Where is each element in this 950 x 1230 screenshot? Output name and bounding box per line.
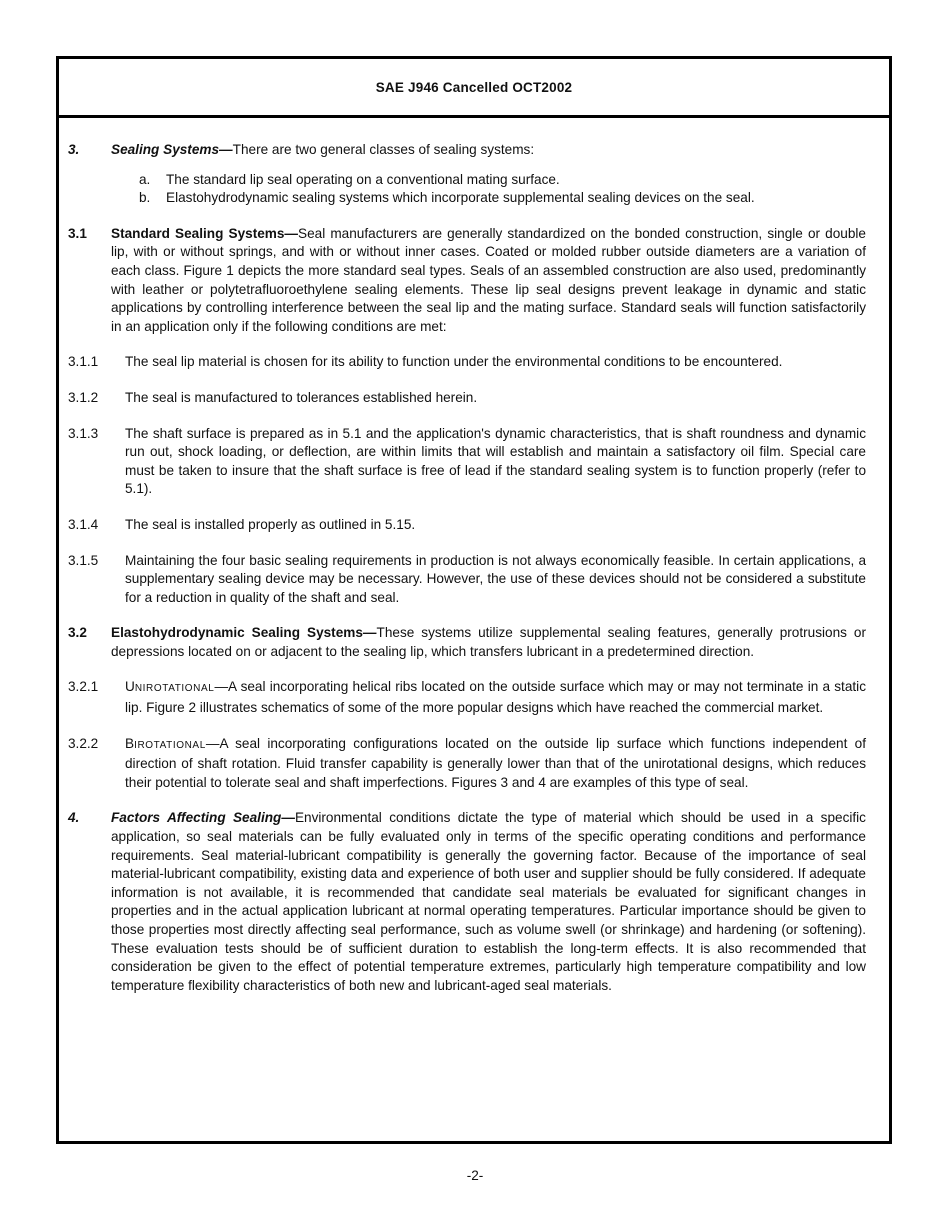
- section-number: 3.1: [68, 225, 87, 241]
- section-3-2-2: [68, 735, 866, 793]
- list-item: b. Elastohydrodynamic sealing systems which incorporate supplemental sealing devices on the seal.: [139, 190, 755, 206]
- section-number: 3.1.4: [68, 516, 99, 532]
- section-title: Sealing Systems—: [111, 142, 233, 157]
- title-dash: —: [214, 679, 229, 695]
- section-3-1-1: [68, 353, 866, 372]
- section-text: Environmental conditions dictate the type of material which should be used in a specific application, so seal materials can be fully evaluated only in terms of the specific operating conditions and performance requirements. Seal material-lubricant compatibility is generally the governing factor. Because of the importance of seal material-lubricant compatibility, existing data and experience of both user and supplier should be fully considered. If adequate information is not available, it is recommended that candidate seal materials be evaluated for significant changes in properties and in the actual application lubricant at normal operating temperatures. Particular importance should be given to those properties most directly affecting seal performance, such as volume swell (or shrinkage) and hardening (or softening). These evaluation tests should be of sufficient duration to establish the long-term effects. It is also recommended that consideration be given to the effect of potential temperature extremes, particularly high temperature compatibility and low temperature flexibility characteristics of both new and lubricant-aged seal materials.: [111, 810, 866, 993]
- section-number: 3.1.3: [68, 425, 99, 441]
- section-title-smallcaps: IROTATIONAL: [134, 739, 206, 751]
- section-3-1-3: [68, 425, 866, 499]
- page-header: [59, 59, 889, 118]
- section-number: 3.1.5: [68, 552, 99, 568]
- section-3-2: [68, 624, 866, 661]
- sealing-system-list: [68, 171, 866, 208]
- section-title-initial: B: [125, 735, 135, 751]
- section-text: There are two general classes of sealing systems:: [232, 142, 535, 157]
- section-title-smallcaps: NIROTATIONAL: [134, 683, 215, 695]
- section-3-1-2: [68, 389, 866, 408]
- section-number: 3.1.2: [68, 389, 99, 405]
- section-title-initial: U: [125, 679, 135, 695]
- section-number: 3.: [68, 142, 80, 157]
- section-text: These systems utilize supplemental sealing features, generally protrusions or depressions located on or adjacent to the sealing lip, which transfers lubricant in a predetermined direction.: [111, 625, 866, 659]
- section-number: 3.1.1: [68, 354, 99, 370]
- section-text: A seal incorporating helical ribs located on the outside surface which may or may not terminate in a static lip. Figure 2 illustrates schematics of some of the more popular designs which have reached the commercial market.: [125, 679, 866, 716]
- list-item: a. The standard lip seal operating on a conventional mating surface.: [139, 171, 560, 187]
- section-title: Elastohydrodynamic Sealing Systems—: [111, 625, 377, 641]
- section-text: Maintaining the four basic sealing requirements in production is not always economically feasible. In certain applications, a supplementary sealing device may be necessary. However, the use of these devices should not be considered a substitute for a reduction in quality of the shaft and seal.: [125, 552, 866, 605]
- section-3-2-1: [68, 678, 866, 717]
- document-body: [68, 141, 866, 995]
- section-3: [68, 141, 866, 160]
- title-dash: —: [205, 735, 220, 751]
- document-title: SAE J946 Cancelled OCT2002: [375, 79, 573, 95]
- section-number: 3.2.1: [68, 679, 99, 695]
- section-4: [68, 809, 866, 995]
- section-number: 3.2: [68, 625, 87, 641]
- section-title: Standard Sealing Systems—: [111, 225, 299, 241]
- section-text: The shaft surface is prepared as in 5.1 and the application's dynamic characteristics, that is shaft roundness and dynamic run out, shock loading, or deflection, are within limits that will establish and maintain a satisfactory oil film. Special care must be taken to insure that the shaft surface is free of lead if the standard sealing system is to function properly (refer to 5.1).: [125, 425, 866, 497]
- page-number: -2-: [466, 1168, 484, 1183]
- section-3-1: [68, 225, 866, 337]
- section-3-1-4: [68, 516, 866, 535]
- section-text: Seal manufacturers are generally standardized on the bonded construction, single or double lip, with or without springs, and with or without inner cases. Coated or molded rubber outside diameters are a variation of each class. Figure 1 depicts the more standard seal types. Seals of an assembled construction are also used, predominantly with leather or polytetrafluoroethylene sealing elements. These lip seal designs prevent leakage in dynamic and static applications by controlling interference between the seal lip and the mating surface. Standard seals will function satisfactorily in an application only if the following conditions are met:: [111, 225, 866, 334]
- section-text: The seal lip material is chosen for its ability to function under the environmental conditions to be encountered.: [125, 354, 783, 370]
- section-number: 4.: [68, 810, 80, 826]
- section-text: The seal is installed properly as outlined in 5.15.: [125, 516, 416, 532]
- section-text: The seal is manufactured to tolerances established herein.: [125, 389, 478, 405]
- section-3-1-5: [68, 552, 866, 608]
- section-number: 3.2.2: [68, 735, 99, 751]
- section-text: A seal incorporating configurations located on the outside lip surface which functions independent of direction of shaft rotation. Fluid transfer capability is generally lower than that of the unirotational designs, which reduces their potential to tolerate seal and shaft imperfections. Figures 3 and 4 are examples of this type of seal.: [125, 735, 866, 790]
- section-title: Factors Affecting Sealing—: [111, 810, 295, 826]
